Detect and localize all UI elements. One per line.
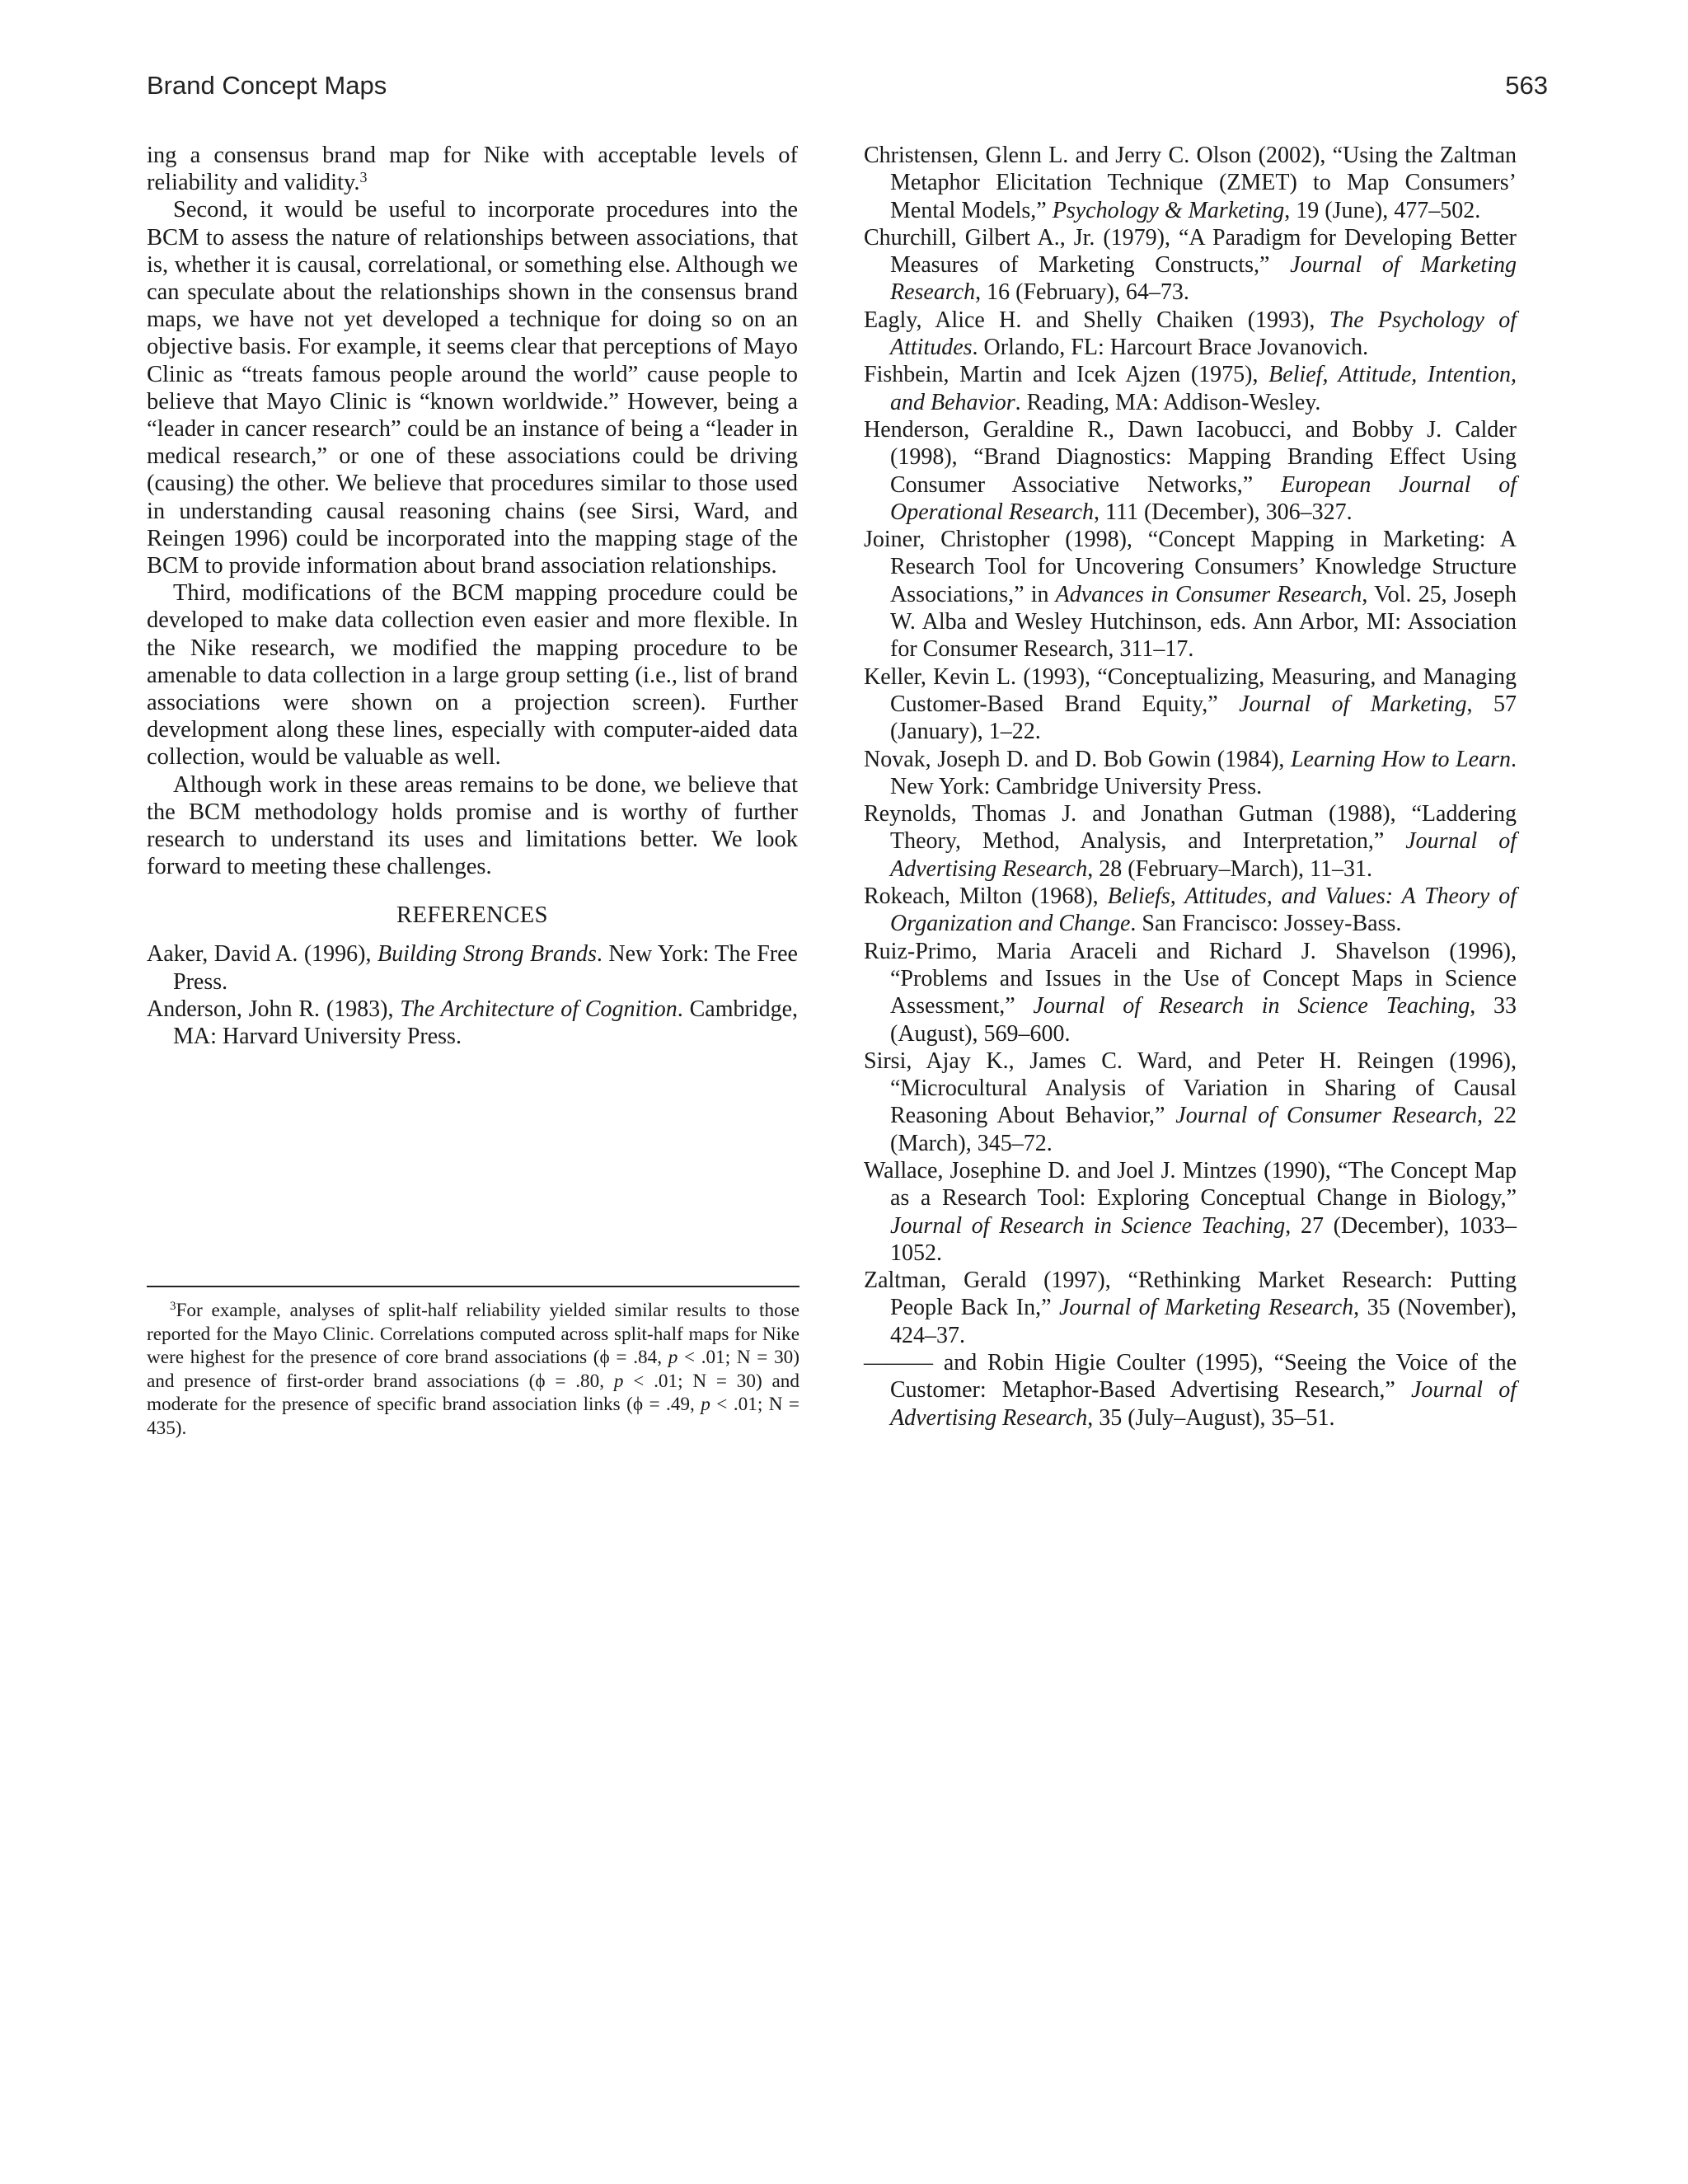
paragraph-1: ing a consensus brand map for Nike with acceptable levels of reliability and validity.$^3$ [147,143,798,196]
running-head-title: Brand Concept Maps [147,71,387,100]
reference-item: Anderson, John R. (1983), The Architecture of Cognition. Cambridge, MA: Harvard University Press. [147,996,799,1050]
reference-item: Joiner, Christopher (1998), “Concept Mapping in Marketing: A Research Tool for Uncovering Consumers’ Knowledge Structure Associations,” in Advances in Consumer Research, Vol. 25, Joseph W. Alba and Wesley Hutchinson, eds. Ann Arbor, MI: Association for Consumer Research, 311–17. [864,527,1517,663]
footnote-number: 3 [170,1300,176,1313]
body-text [147,142,798,880]
reference-item: Fishbein, Martin and Icek Ajzen (1975), Belief, Attitude, Intention, and Behavior. Reading, MA: Addison-Wesley. [864,362,1517,415]
reference-item: Aaker, David A. (1996), Building Strong Brands. New York: The Free Press. [147,941,798,995]
reference-list-right [864,142,1517,1432]
paragraph-2: Second, it would be useful to incorporate procedures into the BCM to assess the nature of relationships between associations, that is, whether it is causal, correlational, or something else. Although we can speculate about the relationships shown in the consensus brand maps, we have not yet developed a technique for doing so on an objective basis. For example, it seems clear that perceptions of Mayo Clinic as “treats famous people around the world” cause people to believe that Mayo Clinic is “known worldwide.” However, being a “leader in cancer research” could be an instance of being a “leader in medical research,” or one of these associations could be driving (causing) the other. We believe that procedures similar to those used in understanding causal reasoning chains (see Sirsi, Ward, and Reingen 1996) could be incorporated into the mapping stage of the BCM to provide information about brand association relationships. [147,197,798,579]
reference-item: Wallace, Josephine D. and Joel J. Mintzes (1990), “The Concept Map as a Research Tool: Exploring Conceptual Change in Biology,” Journal of Research in Science Teaching, 27 (December), 1033–1052. [864,1157,1517,1266]
reference-item: Sirsi, Ajay K., James C. Ward, and Peter H. Reingen (1996), “Microcultural Analysis of Variation in Sharing of Causal Reasoning About Behavior,” Journal of Consumer Research, 22 (March), 345–72. [864,1047,1517,1156]
paragraph-3: Third, modifications of the BCM mapping procedure could be developed to make data collection even easier and more flexible. In the Nike research, we modified the mapping procedure to be amenable to data collection in a large group setting (i.e., list of brand associations were shown on a projection screen). Further development along these lines, especially with computer-aided data collection, would be valuable as well. [147,580,798,771]
reference-item: Ruiz-Primo, Maria Araceli and Richard J. Shavelson (1996), “Problems and Issues in the Use of Concept Maps in Science Assessment,” Journal of Research in Science Teaching, 33 (August), 569–600. [864,938,1517,1047]
reference-item: Reynolds, Thomas J. and Jonathan Gutman (1988), “Laddering Theory, Method, Analysis, and Interpretation,” Journal of Advertising Research, 28 (February–March), 11–31. [864,801,1517,882]
reference-item: Novak, Joseph D. and D. Bob Gowin (1984), Learning How to Learn. New York: Cambridge University Press. [864,746,1517,799]
footnote-marker[interactable]: 3 [359,169,368,186]
reference-item: Christensen, Glenn L. and Jerry C. Olson (2002), “Using the Zaltman Metaphor Elicitation Technique (ZMET) to Map Consumers’ Mental Models,” Psychology & Marketing, 19 (June), 477–502. [864,143,1517,223]
reference-list-left [147,940,798,1050]
right-column [864,142,1517,1432]
reference-item: Churchill, Gilbert A., Jr. (1979), “A Paradigm for Developing Better Measures of Marketing Constructs,” Journal of Marketing Research, 16 (February), 64–73. [864,224,1517,306]
references-heading: REFERENCES [396,902,548,929]
footnote: $^3$For example, analyses of split-half reliability yielded similar results to those reported for the Mayo Clinic. Correlations computed across split-half maps for Nike were highest for the presence of core brand associations (ϕ = .84, p < .01; N = 30) and presence of first-order brand associations (ϕ = .80, p < .01; N = 30) and moderate for the presence of specific brand association links (ϕ = .49, p < .01; N = 435). [147,1300,799,1439]
reference-item: Eagly, Alice H. and Shelly Chaiken (1993), The Psychology of Attitudes. Orlando, FL: Harcourt Brace Jovanovich. [864,307,1517,361]
reference-item: Keller, Kevin L. (1993), “Conceptualizing, Measuring, and Managing Customer-Based Brand Equity,” Journal of Marketing, 57 (January), 1–22. [864,663,1517,745]
page-number: 563 [1505,71,1548,100]
left-column [147,142,798,1051]
reference-item: Zaltman, Gerald (1997), “Rethinking Market Research: Putting People Back In,” Journal of Marketing Research, 35 (November), 424–37. [864,1268,1517,1348]
reference-item: ——— and Robin Higie Coulter (1995), “Seeing the Voice of the Customer: Metaphor-Based Advertising Research,” Journal of Advertising Research, 35 (July–August), 35–51. [864,1350,1517,1431]
reference-item: Henderson, Geraldine R., Dawn Iacobucci, and Bobby J. Calder (1998), “Brand Diagnostics: Mapping Branding Effect Using Consumer Associative Networks,” European Journal of Operational Research, 111 (December), 306–327. [864,416,1517,525]
footnote-divider [147,1286,799,1287]
reference-item: Rokeach, Milton (1968), Beliefs, Attitudes, and Values: A Theory of Organization and Change. San Francisco: Jossey-Bass. [864,883,1517,937]
paragraph-4: Although work in these areas remains to be done, we believe that the BCM methodology holds promise and is worthy of further research to understand its uses and limitations better. We look forward to meeting these challenges. [147,771,798,880]
running-head [147,71,1548,101]
